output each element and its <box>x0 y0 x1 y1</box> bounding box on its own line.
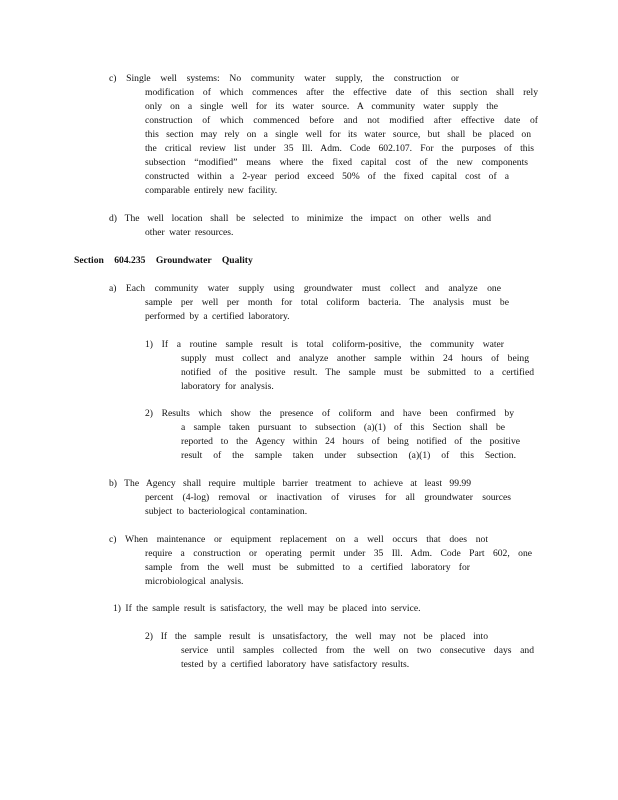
paragraph-c2-line-3: tested by a certified laboratory have satisfactory results. <box>181 659 410 670</box>
paragraph-d-line-2: other water resources. <box>145 227 234 238</box>
paragraph-b-line-1: b) The Agency shall require multiple barrier treatment to achieve at least 99.99 <box>109 478 471 489</box>
paragraph-a-line-1: a) Each community water supply using groundwater must collect and analyze one <box>109 283 501 294</box>
paragraph-c-line-6: the critical review list under 35 Ill. Adm. Code 602.107. For the purposes of this <box>145 143 534 154</box>
paragraph-a2-line-1: 2) Results which show the presence of coliform and have been confirmed by <box>145 408 514 419</box>
paragraph-a1-line-1: 1) If a routine sample result is total coliform-positive, the community water <box>145 339 504 350</box>
paragraph-a2-line-4: result of the sample taken under subsection (a)(1) of this Section. <box>181 450 516 461</box>
paragraph-c-maint-line-3: sample from the well must be submitted to a certified laboratory for <box>145 562 470 573</box>
paragraph-c2-line-2: service until samples collected from the well on two consecutive days and <box>181 645 534 656</box>
paragraph-c-line-3: only on a single well for its water source. A community water supply the <box>145 101 498 112</box>
section-heading: Section 604.235 Groundwater Quality <box>74 255 253 266</box>
paragraph-c-maint-line-1: c) When maintenance or equipment replacement on a well occurs that does not <box>109 534 488 545</box>
paragraph-a1-line-2: supply must collect and analyze another sample within 24 hours of being <box>181 353 529 364</box>
paragraph-c-maint-line-4: microbiological analysis. <box>145 576 244 587</box>
paragraph-c-line-7: subsection “modified” means where the fixed capital cost of the new components <box>145 157 528 168</box>
paragraph-b-line-3: subject to bacteriological contamination. <box>145 506 308 517</box>
paragraph-c-line-4: construction of which commenced before and not modified after effective date of <box>145 115 538 126</box>
paragraph-b-line-2: percent (4-log) removal or inactivation of viruses for all groundwater sources <box>145 492 511 503</box>
paragraph-c2-line-1: 2) If the sample result is unsatisfactory, the well may not be placed into <box>145 631 488 642</box>
paragraph-a-line-2: sample per well per month for total coliform bacteria. The analysis must be <box>145 297 509 308</box>
paragraph-c-line-2: modification of which commences after the effective date of this section shall rely <box>145 87 538 98</box>
paragraph-a2-line-2: a sample taken pursuant to subsection (a)(1) of this Section shall be <box>181 422 505 433</box>
paragraph-c1-line-1: 1) If the sample result is satisfactory, the well may be placed into service. <box>113 603 421 614</box>
paragraph-c-line-5: this section may rely on a single well for its water source, but shall be placed on <box>145 129 531 140</box>
paragraph-a1-line-3: notified of the positive result. The sample must be submitted to a certified <box>181 367 534 378</box>
paragraph-c-line-1: c) Single well systems: No community water supply, the construction or <box>109 73 459 84</box>
paragraph-a2-line-3: reported to the Agency within 24 hours of being notified of the positive <box>181 436 520 447</box>
paragraph-d-line-1: d) The well location shall be selected to minimize the impact on other wells and <box>109 213 491 224</box>
paragraph-c-maint-line-2: require a construction or operating permit under 35 Ill. Adm. Code Part 602, one <box>145 548 532 559</box>
paragraph-a1-line-4: laboratory for analysis. <box>181 381 274 392</box>
paragraph-c-line-9: comparable entirely new facility. <box>145 185 278 196</box>
paragraph-c-line-8: constructed within a 2-year period exceed 50% of the fixed capital cost of a <box>145 171 509 182</box>
paragraph-a-line-3: performed by a certified laboratory. <box>145 311 290 322</box>
